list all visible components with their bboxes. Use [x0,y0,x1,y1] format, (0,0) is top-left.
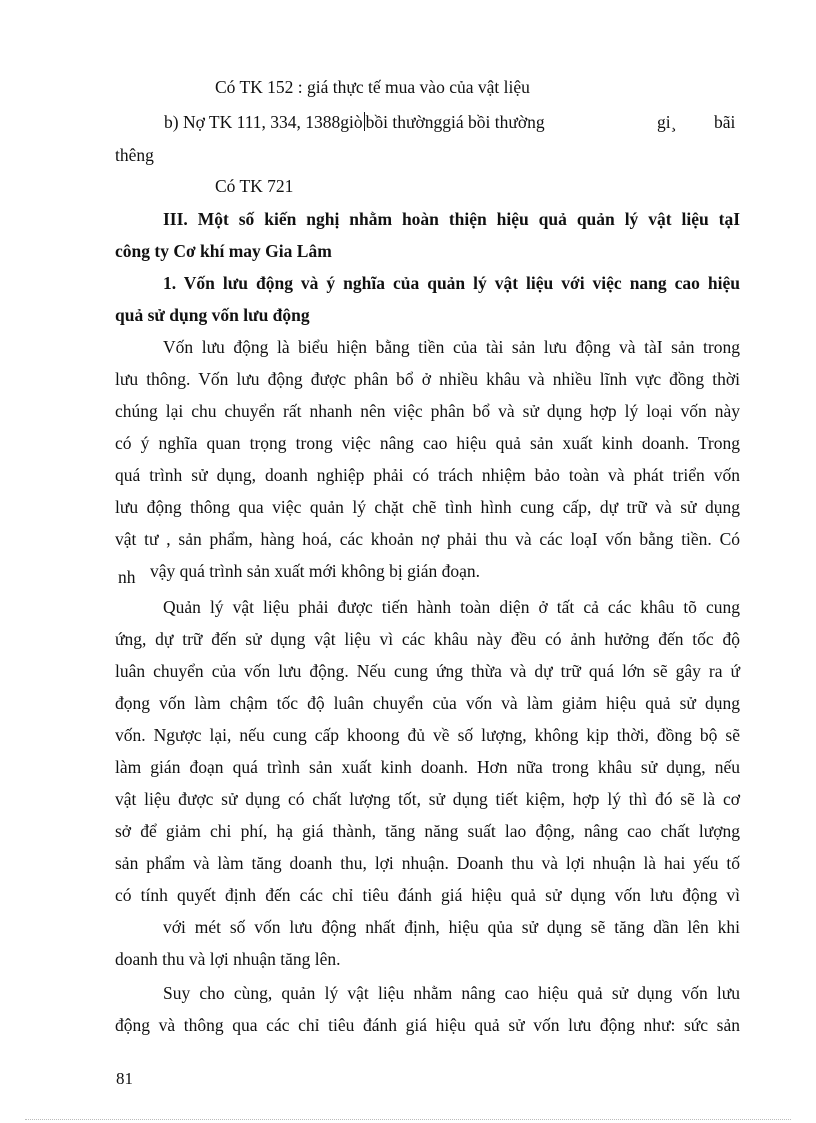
paragraph-line: với mét số vốn lưu động nhất định, hiệu qủa sử dụng sẽ tăng dần lên khi [163,917,740,937]
subsection-heading: 1. Vốn lưu động và ý nghĩa của quản lý vật liệu với việc nang cao hiệu [163,273,740,293]
section-heading-cont: công ty Cơ khí may Gia Lâm [115,241,332,261]
paragraph-line: lưu động thông qua việc quản lý chặt chẽ tình hình cung cấp, dự trữ và sử dụng [115,497,740,517]
paragraph-line: có ý nghĩa quan trọng trong việc nâng cao hiệu quả sản xuất kinh doanh. Trong [115,433,740,453]
paragraph-fragment-nh: nh [118,567,136,587]
paragraph-line: luân chuyển của vốn lưu động. Nếu cung ứng thừa và dự trữ quá lớn sẽ gây ra ứ [115,661,740,681]
paragraph-line: đọng vốn làm chậm tốc độ luân chuyển của vốn và làm giảm hiệu quả sử dụng [115,693,740,713]
entry-b-bai: bãi [714,112,736,132]
paragraph-line: doanh thu và lợi nhuận tăng lên. [115,949,341,969]
page-number: 81 [116,1069,133,1088]
entry-b-gi: gi¸ [657,112,677,132]
entry-b-no-tk [164,111,754,133]
paragraph-line: làm gián đoạn quá trình sản xuất kinh doanh. Hơn nữa trong khâu sử dụng, nếu [115,757,740,777]
paragraph-line: vật tư , sản phẩm, hàng hoá, các khoản nợ phải thu và các loạI vốn bằng tiền. Có [115,529,740,549]
text-cursor [364,112,365,131]
paragraph-line: vật liệu được sử dụng có chất lượng tốt, sử dụng tiết kiệm, hợp lý thì đó sẽ là cơ [115,789,740,809]
paragraph-line: Suy cho cùng, quản lý vật liệu nhằm nâng cao hiệu quả sử dụng vốn lưu [163,983,740,1003]
paragraph-line: quá trình sử dụng, doanh nghiệp phải có trách nhiệm bảo toàn và phát triển vốn [115,465,740,485]
paragraph-line: sản phẩm và làm tăng doanh thu, lợi nhuận. Doanh thu và lợi nhuận là hai yếu tố [115,853,740,873]
subsection-heading-cont: quả sử dụng vốn lưu động [115,305,310,325]
entry-co-tk-721: Có TK 721 [215,176,294,196]
paragraph-line: Vốn lưu động là biểu hiện bằng tiền của tài sản lưu động và tàI sản trong [163,337,740,357]
paragraph-line: vậy quá trình sản xuất mới không bị gián đoạn. [150,561,481,581]
paragraph-line: ứng, dự trữ đến sử dụng vật liệu vì các khâu này đều có ảnh hưởng đến tốc độ [115,629,740,649]
entry-then: thêng [115,145,154,165]
section-heading: III. Một số kiến nghị nhằm hoàn thiện hiệu quả quản lý vật liệu tạI [163,209,740,229]
entry-co-tk-152: Có TK 152 : giá thực tế mua vào của vật liệu [215,77,530,97]
paragraph-line: vốn. Ngược lại, nếu cung cấp khoong đủ về số lượng, không kịp thời, đồng bộ sẽ [115,725,740,745]
footer-divider [25,1119,791,1120]
paragraph-line: có tính quyết định đến các chỉ tiêu đánh giá hiệu quả sử dụng vốn lưu động vì [115,885,740,905]
paragraph-line: động và thông qua các chỉ tiêu đánh giá hiệu quả sử vốn lưu động như: sức sản [115,1015,740,1035]
entry-b-prefix: b) Nợ TK 111, 334, 1388giò [164,112,363,132]
paragraph-line: Quản lý vật liệu phải được tiến hành toàn diện ở tất cả các khâu tõ cung [163,597,740,617]
paragraph-line: lưu thông. Vốn lưu động được phân bổ ở nhiều khâu và nhiều lĩnh vực đồng thời [115,369,740,389]
paragraph-line: sở để giảm chi phí, hạ giá thành, tăng năng suất lao động, nâng cao chất lượng [115,821,740,841]
paragraph-line: chúng lại chu chuyển rất nhanh nên việc phân bổ và sử dụng hợp lý loại vốn này [115,401,740,421]
entry-b-suffix: bồi thườnggiá bồi thường [365,112,545,132]
